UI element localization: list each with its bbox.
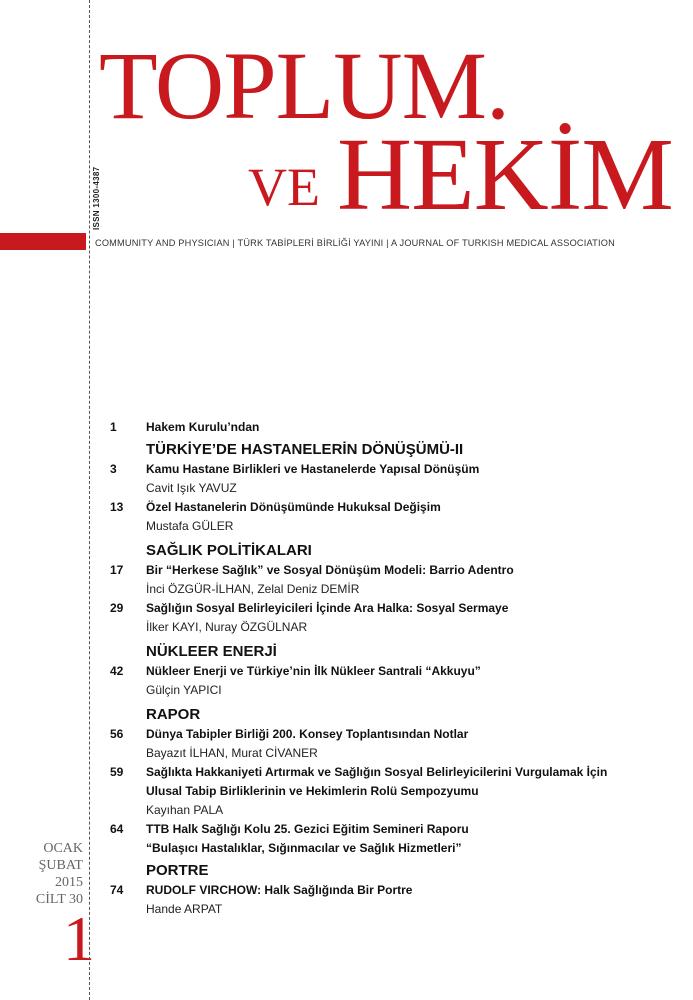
toc-page-number: 64: [110, 822, 124, 836]
toc-page-number: 42: [110, 664, 124, 678]
toc-entry-author: Cavit Işık YAVUZ: [146, 481, 237, 495]
toc-entry-title-line2: Ulusal Tabip Birliklerinin ve Hekimlerin Rolü Sempozyumu: [146, 784, 479, 798]
toc-section-heading: SAĞLIK POLİTİKALARI: [146, 542, 312, 559]
issue-number: 1: [63, 903, 95, 974]
toc-entry-author: Gülçin YAPICI: [146, 683, 222, 697]
toc-entry-author: İlker KAYI, Nuray ÖZGÜLNAR: [146, 620, 308, 634]
toc-entry: [110, 460, 690, 498]
toc-section-heading: NÜKLEER ENERJİ: [146, 643, 277, 660]
toc-entry-author: Hande ARPAT: [146, 902, 223, 916]
masthead-tagline: COMMUNITY AND PHYSICIAN | TÜRK TABİPLERİ BİRLİĞİ YAYINI | A JOURNAL OF TURKISH MEDICAL ASSOCIATION: [95, 238, 615, 248]
masthead-title-toplum: TOPLUM.: [99, 32, 510, 139]
toc-entry-author: İnci ÖZGÜR-İLHAN, Zelal Deniz DEMİR: [146, 582, 360, 596]
toc-entry-author: Kayıhan PALA: [146, 803, 224, 817]
toc-entry-title: Bir “Herkese Sağlık” ve Sosyal Dönüşüm Modeli: Barrio Adentro: [146, 563, 514, 577]
toc-page-number: 56: [110, 727, 124, 741]
issue-year: 2015: [55, 875, 83, 890]
masthead-title-ve: VE: [248, 157, 320, 217]
toc-page-number: 1: [110, 420, 117, 434]
toc-entry-title-line2: “Bulaşıcı Hastalıklar, Sığınmacılar ve Sağlık Hizmetleri”: [146, 841, 462, 855]
red-accent-bar: [0, 233, 86, 250]
toc-entry-title: Sağlığın Sosyal Belirleyicileri İçinde Ara Halka: Sosyal Sermaye: [146, 601, 509, 615]
toc-page-number: 3: [110, 462, 117, 476]
issue-month2: ŞUBAT: [38, 858, 83, 873]
issue-month1: OCAK: [43, 841, 83, 856]
toc-page-number: 74: [110, 883, 124, 897]
toc-entry: [110, 662, 690, 700]
fold-dotted-line: [89, 0, 90, 1000]
toc-entry-title: Dünya Tabipler Birliği 200. Konsey Toplantısından Notlar: [146, 727, 469, 741]
table-of-contents: [110, 418, 690, 919]
toc-entry: [110, 820, 690, 858]
masthead-title-hekim: HEKİM: [337, 117, 673, 232]
toc-section-heading: PORTRE: [146, 862, 209, 879]
masthead-title-dot: .: [485, 32, 510, 139]
toc-entry: [110, 418, 690, 437]
toc-entry: [110, 561, 690, 599]
toc-entry-title: Özel Hastanelerin Dönüşümünde Hukuksal Değişim: [146, 500, 441, 514]
toc-page-number: 29: [110, 601, 124, 615]
toc-entry-author: Mustafa GÜLER: [146, 519, 234, 533]
toc-entry-title: RUDOLF VIRCHOW: Halk Sağlığında Bir Portre: [146, 883, 413, 897]
toc-entry: [110, 881, 690, 919]
toc-entry-title: Nükleer Enerji ve Türkiye’nin İlk Nükleer Santrali “Akkuyu”: [146, 664, 481, 678]
toc-entry-title: Hakem Kurulu’ndan: [146, 420, 260, 434]
toc-entry: [110, 599, 690, 637]
issue-info: [36, 840, 83, 908]
issn-label: ISSN 1300-4387: [92, 166, 101, 230]
toc-entry: [110, 725, 690, 763]
toc-page-number: 17: [110, 563, 124, 577]
toc-entry-title: TTB Halk Sağlığı Kolu 25. Gezici Eğitim Semineri Raporu: [146, 822, 469, 836]
toc-section-heading: RAPOR: [146, 706, 201, 723]
toc-page-number: 13: [110, 500, 124, 514]
issue-volume: CİLT 30: [35, 892, 83, 907]
toc-entry: [110, 498, 690, 536]
toc-entry-title: Sağlıkta Hakkaniyeti Artırmak ve Sağlığın Sosyal Belirleyicilerini Vurgulamak İçin: [146, 765, 608, 779]
toc-section-heading: TÜRKİYE’DE HASTANELERİN DÖNÜŞÜMÜ-II: [146, 441, 464, 458]
toc-entry: [110, 763, 690, 820]
toc-entry-title: Kamu Hastane Birlikleri ve Hastanelerde Yapısal Dönüşüm: [146, 462, 480, 476]
toc-page-number: 59: [110, 765, 124, 779]
toc-entry-author: Bayazıt İLHAN, Murat CİVANER: [146, 746, 318, 760]
